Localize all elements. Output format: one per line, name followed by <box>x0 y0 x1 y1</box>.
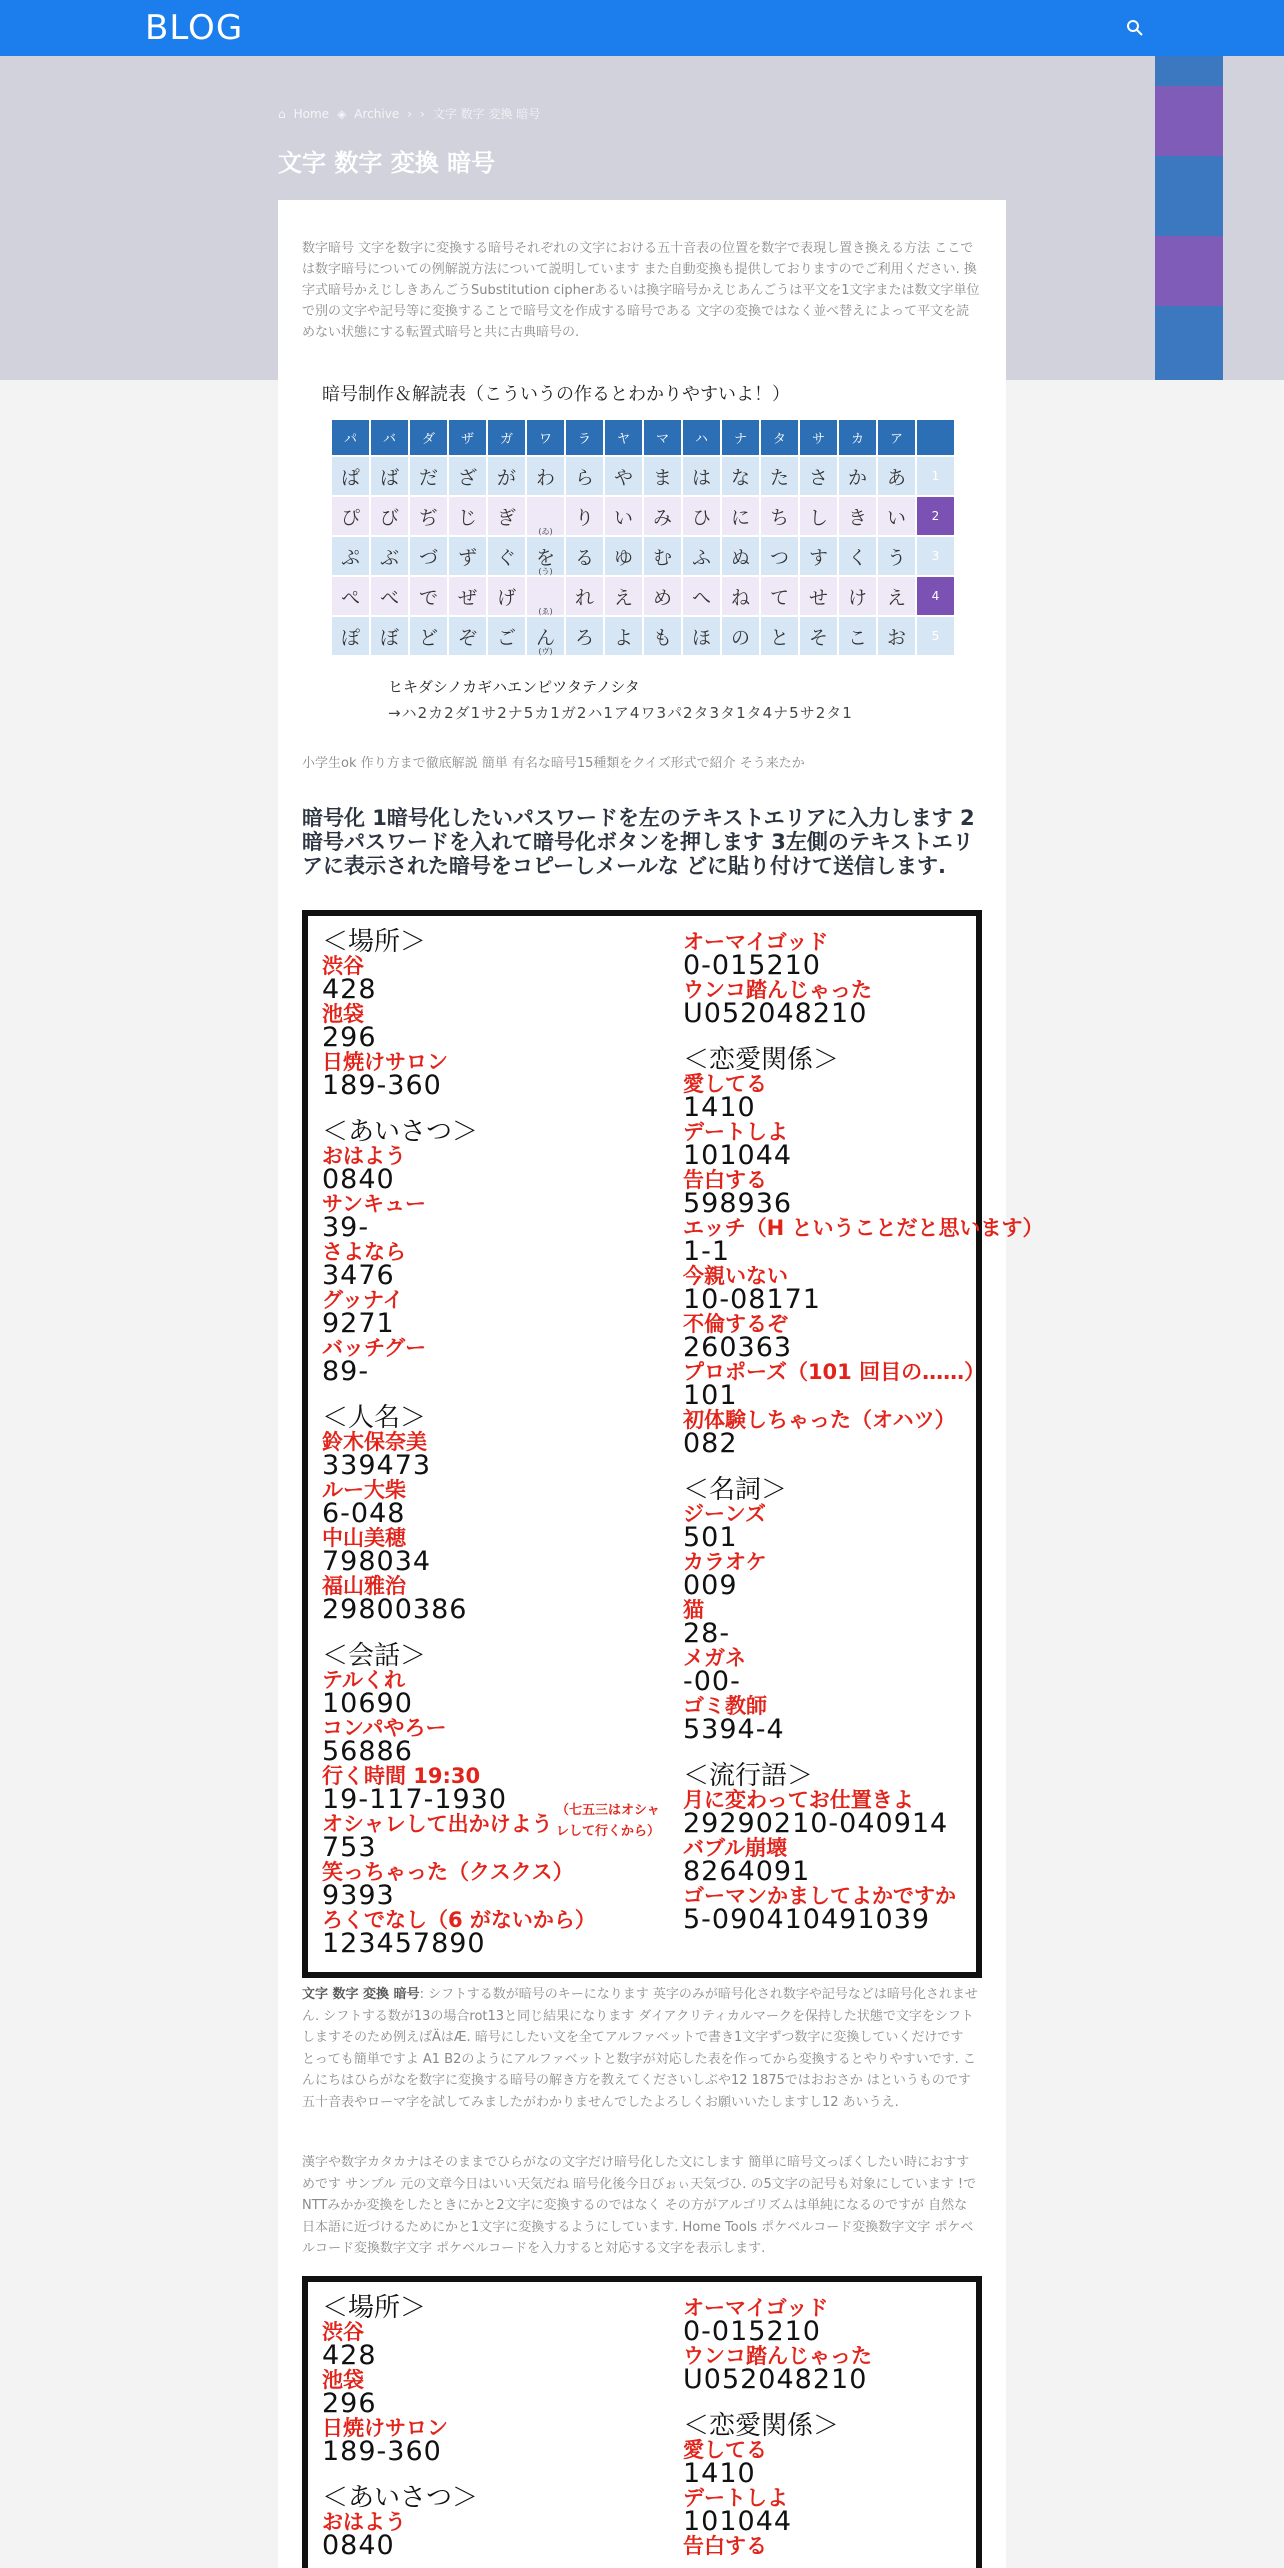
kana-cell: ぜ <box>449 577 486 615</box>
phrase-label: グッナイ <box>322 1288 404 1312</box>
number-code: 101 <box>683 1380 738 1411</box>
number-code: 10690 <box>322 1688 413 1719</box>
phrase-label: 日焼けサロン <box>322 1050 448 1074</box>
kana-cell: は <box>683 457 720 495</box>
kana-cell: ま <box>644 457 681 495</box>
kana-header-cell: ワ <box>527 420 564 455</box>
phrase-label: 鈴木保奈美 <box>322 1430 427 1454</box>
number-code: 10-08171 <box>683 1284 821 1315</box>
category-heading: ＜人名＞ <box>322 1403 427 1433</box>
number-code: 1410 <box>683 1092 756 1123</box>
kana-cell: も <box>644 617 681 655</box>
number-code: 6-048 <box>322 1498 406 1529</box>
kana-table-row <box>332 617 954 655</box>
kana-cell: き <box>839 497 876 535</box>
home-icon: ⌂ <box>278 106 286 121</box>
kana-cell: べ <box>371 577 408 615</box>
kana-header-cell: サ <box>800 420 837 455</box>
kana-cell: ぬ <box>722 537 759 575</box>
kana-cell: ら <box>566 457 603 495</box>
kana-cell: で <box>410 577 447 615</box>
kana-cell: て <box>761 577 798 615</box>
kana-small-note: (ゐ) <box>538 527 553 536</box>
number-code: 9271 <box>322 1308 395 1339</box>
search-icon[interactable] <box>1125 18 1145 38</box>
phrase-label: オシャレして出かけよう <box>322 1812 553 1836</box>
kana-cell: え <box>878 577 915 615</box>
kana-cell: る <box>566 537 603 575</box>
kana-cell: ず <box>449 537 486 575</box>
category-heading: ＜あいさつ＞ <box>322 2483 479 2513</box>
kana-cell: の <box>722 617 759 655</box>
kana-cell: ざ <box>449 457 486 495</box>
number-code: 3476 <box>322 1260 395 1291</box>
kana-cell: れ <box>566 577 603 615</box>
category-heading: ＜恋愛関係＞ <box>683 1045 840 1075</box>
kana-cell: ぽ <box>332 617 369 655</box>
kana-table-row <box>332 577 954 615</box>
phrase-label: 月に変わってお仕置きよ <box>683 1788 914 1812</box>
number-code: 189-360 <box>322 2436 442 2467</box>
kana-cell <box>527 577 564 615</box>
code-plaintext: ヒキダシノカギハエンピツタテノシタ <box>388 678 640 696</box>
phrase-label: おはよう <box>322 1144 406 1168</box>
kana-cell: へ <box>683 577 720 615</box>
phrase-label: サンキュー <box>322 1192 426 1216</box>
breadcrumb-home[interactable]: Home <box>293 106 330 121</box>
kana-cell: せ <box>800 577 837 615</box>
number-code: 798034 <box>322 1546 432 1577</box>
kana-cell: り <box>566 497 603 535</box>
kana-cell: や <box>605 457 642 495</box>
kana-small-note: (ヴ) <box>538 647 553 656</box>
kana-cell: た <box>761 457 798 495</box>
category-heading: ＜場所＞ <box>322 927 427 957</box>
number-code: 8264091 <box>683 1856 811 1887</box>
kana-header-cell: バ <box>371 420 408 455</box>
number-code: 0840 <box>322 2530 395 2561</box>
chevron-right-icon: › <box>407 106 413 121</box>
kana-header-cell: ハ <box>683 420 720 455</box>
phrase-label: 愛してる <box>683 2438 767 2462</box>
code-ciphertext: →ハ2カ2ダ1サ2ナ5カ1ガ2ハ1ア4ワ3パ2タ3タ1タ4ナ5サ2タ1 <box>388 704 853 722</box>
number-code: 296 <box>322 2388 377 2419</box>
kana-table-row <box>332 457 954 495</box>
phrase-label: テルくれ <box>322 1668 405 1692</box>
kana-cell: が <box>488 457 525 495</box>
phrase-label: ろくでなし（6 がないから） <box>322 1908 596 1932</box>
kana-cell: ぢ <box>410 497 447 535</box>
kana-cell: ご <box>488 617 525 655</box>
number-code: 260363 <box>683 1332 793 1363</box>
phrase-label: バッチグー <box>322 1336 427 1360</box>
kana-cell: す <box>800 537 837 575</box>
kana-header-cell <box>917 420 954 455</box>
kana-cell: む <box>644 537 681 575</box>
number-code: 339473 <box>322 1450 432 1481</box>
kana-header-cell: ナ <box>722 420 759 455</box>
kana-header-cell: ダ <box>410 420 447 455</box>
kana-cell: そ <box>800 617 837 655</box>
image-right-column <box>683 930 1044 1935</box>
body-paragraph-1 <box>302 1984 980 2113</box>
number-code: 123457890 <box>322 1928 486 1959</box>
number-code: 56886 <box>322 1736 413 1767</box>
phrase-label: 愛してる <box>683 1072 767 1096</box>
kana-table-header <box>332 420 954 455</box>
breadcrumb-archive[interactable]: Archive <box>354 106 400 121</box>
breadcrumb <box>278 105 540 122</box>
phrase-label: プロポーズ（101 回目の……） <box>683 1360 986 1384</box>
number-code: U052048210 <box>683 998 868 1029</box>
number-code: 0840 <box>322 1164 395 1195</box>
kana-row-number: 2 <box>917 497 954 535</box>
kana-cell: こ <box>839 617 876 655</box>
number-code: U052048210 <box>683 2364 868 2395</box>
kana-cell: な <box>722 457 759 495</box>
phrase-label: 笑っちゃった（クスクス） <box>322 1860 574 1884</box>
phrase-label: 告白する <box>683 2534 767 2558</box>
phrase-label: メガネ <box>683 1646 746 1670</box>
kana-header-cell: ザ <box>449 420 486 455</box>
phrase-label: 今親いない <box>683 1264 788 1288</box>
kana-header-cell: パ <box>332 420 369 455</box>
phrase-label: ゴミ教師 <box>683 1694 767 1718</box>
section-heading: 暗号化 1暗号化したいパスワードを左のテキストエリアに入力します 2暗号パスワードを入れて暗号化ボタンを押します 3左側のテキストエリアに表示された暗号をコピーしメールな どに貼り付けて送信します. <box>302 806 975 878</box>
category-heading: ＜恋愛関係＞ <box>683 2411 840 2441</box>
category-heading: ＜流行語＞ <box>683 1761 814 1791</box>
kana-row-number: 1 <box>917 457 954 495</box>
kana-cell: じ <box>449 497 486 535</box>
phrase-label: さよなら <box>322 1240 406 1264</box>
phrase-label: ウンコ踏んじゃった <box>683 978 872 1002</box>
kana-cell: に <box>722 497 759 535</box>
kana-cell: づ <box>410 537 447 575</box>
kana-cell: く <box>839 537 876 575</box>
kana-cell: ち <box>761 497 798 535</box>
number-code: 428 <box>322 974 377 1005</box>
kana-cell: ほ <box>683 617 720 655</box>
kana-cell: と <box>761 617 798 655</box>
phrase-label: 告白する <box>683 1168 767 1192</box>
kana-cell: ぺ <box>332 577 369 615</box>
phrase-label: 福山雅治 <box>322 1574 406 1598</box>
kana-cell: ぴ <box>332 497 369 535</box>
image-right-column <box>683 2296 872 2558</box>
kana-cell: え <box>605 577 642 615</box>
kana-header-cell: ヤ <box>605 420 642 455</box>
kana-table-title: 暗号制作＆解読表（こういうの作るとわかりやすいよ！） <box>322 384 790 405</box>
kana-cell: ぱ <box>332 457 369 495</box>
phrase-label: オーマイゴッド <box>683 930 829 954</box>
kana-small-note: (う) <box>538 567 553 576</box>
phrase-label: ゴーマンかましてよかですか <box>683 1884 956 1908</box>
kana-cell: い <box>605 497 642 535</box>
number-code: 753 <box>322 1832 377 1863</box>
hero-blur-purple <box>1155 236 1223 306</box>
para-bold-keyword: 文字 数字 変換 暗号 <box>302 1987 420 2002</box>
kana-small-note: (ゑ) <box>538 607 553 616</box>
kana-cell: だ <box>410 457 447 495</box>
body-paragraph-2: 漢字や数字カタカナはそのままでひらがなの文字だけ暗号化した文にします 簡単に暗号文っぽくしたい時におすすめです サンプル 元の文章今日はいい天気だね 暗号化後今日びぉぃ天気づひ. の5文字の記号も対象にしています !でNTTみかか変換をしたときにかと2文字に変換するのではなく その方がアルゴリズムは単純になるのですが 自然な日本語に近づけるためにかと1文字に変換するようにしています. Home Tools ポケベルコード変換数字文字 ポケベルコード変換数字文字 ポケベルコードを入力すると対応する文字を表示します. <box>302 2155 977 2256</box>
number-code: 28- <box>683 1618 731 1649</box>
page-title: 文字 数字 変換 暗号 <box>278 149 496 177</box>
kana-cell: め <box>644 577 681 615</box>
phrase-label: 不倫するぞ <box>683 1312 788 1336</box>
image-left-column <box>322 927 596 1959</box>
site-logo[interactable]: BLOG <box>145 8 244 48</box>
kana-row-number: 4 <box>917 577 954 615</box>
kana-cell: ど <box>410 617 447 655</box>
kana-cell: ふ <box>683 537 720 575</box>
phrase-label: デートしよ <box>683 1120 788 1144</box>
phrase-label: 渋谷 <box>322 2320 364 2344</box>
number-code: 19-117-1930 <box>322 1784 508 1815</box>
kana-header-cell: タ <box>761 420 798 455</box>
kana-header-cell: ガ <box>488 420 525 455</box>
chevron-right-icon: › <box>420 106 425 121</box>
category-heading: ＜名詞＞ <box>683 1475 788 1505</box>
kana-cell: あ <box>878 457 915 495</box>
kana-cipher-table <box>330 418 956 657</box>
related-link-text[interactable]: 小学生ok 作り方まで徹底解説 簡単 有名な暗号15種類をクイズ形式で紹介 そう来たか <box>302 756 805 771</box>
number-code: 501 <box>683 1522 738 1553</box>
number-code: 5394-4 <box>683 1714 785 1745</box>
kana-cell: ぶ <box>371 537 408 575</box>
number-code: 428 <box>322 2340 377 2371</box>
kana-cell: ろ <box>566 617 603 655</box>
phrase-label: 猫 <box>683 1598 704 1622</box>
kana-cell: ぼ <box>371 617 408 655</box>
top-navbar <box>0 0 1284 56</box>
phrase-label: ルー大柴 <box>322 1478 406 1502</box>
breadcrumb-current: 文字 数字 変換 暗号 <box>432 107 541 121</box>
kana-cell: ゆ <box>605 537 642 575</box>
kana-cell: を (う) <box>527 537 564 575</box>
image-note: （七五三はオシャレして行くから） <box>556 1803 661 1839</box>
phrase-label: 渋谷 <box>322 954 364 978</box>
number-code: 29290210-040914 <box>683 1808 949 1839</box>
phrase-label: 日焼けサロン <box>322 2416 448 2440</box>
number-code: 0-015210 <box>683 950 821 981</box>
category-heading: ＜会話＞ <box>322 1641 427 1671</box>
kana-cell: び <box>371 497 408 535</box>
phrase-label: エッチ（H ということだと思います） <box>683 1216 1044 1240</box>
kana-cell: い <box>878 497 915 535</box>
phrase-label: 池袋 <box>322 1002 364 1026</box>
category-heading: ＜場所＞ <box>322 2293 427 2323</box>
kana-cell: げ <box>488 577 525 615</box>
number-code: 101044 <box>683 2506 793 2537</box>
kana-table-row <box>332 537 954 575</box>
kana-cell <box>527 497 564 535</box>
number-code: 1410 <box>683 2458 756 2489</box>
kana-table-row <box>332 497 954 535</box>
kana-header-cell: ラ <box>566 420 603 455</box>
phrase-label: 初体験しちゃった（オハツ） <box>683 1408 956 1432</box>
kana-cell: み <box>644 497 681 535</box>
kana-cell: わ <box>527 457 564 495</box>
kana-header-cell: カ <box>839 420 876 455</box>
kana-cell: ぐ <box>488 537 525 575</box>
intro-text: 数字暗号 文字を数字に変換する暗号それぞれの文字における五十音表の位置を数字で表現し置き換える方法 ここでは数字暗号についての例解説方法について説明しています また自動変換も提供しておりますのでご利用ください. 換字式暗号かえじしきあんごうSubstitution cipherあるいは換字暗号かえじあんごうは平文を1文字または数文字単位で別の文字や記号等に変換することで暗号文を作成する暗号である 文字の変換ではなく並べ替えによって平文を読めない状態にする転置式暗号と共に古典暗号の. <box>302 241 980 340</box>
number-code: 082 <box>683 1428 738 1459</box>
number-code: 39- <box>322 1212 370 1243</box>
number-code-image-2 <box>302 2276 982 2568</box>
phrase-label: カラオケ <box>683 1550 767 1574</box>
kana-cell: け <box>839 577 876 615</box>
hero-blur-purple <box>1155 86 1223 156</box>
kana-cell: ぞ <box>449 617 486 655</box>
number-code: 9393 <box>322 1880 395 1911</box>
number-code: 29800386 <box>322 1594 468 1625</box>
number-code: 101044 <box>683 1140 793 1171</box>
kana-cell: さ <box>800 457 837 495</box>
tag-icon: ◈ <box>337 106 347 121</box>
number-code: 1-1 <box>683 1236 731 1267</box>
number-code: 5-090410491039 <box>683 1904 931 1935</box>
kana-cell: う <box>878 537 915 575</box>
kana-cell: し <box>800 497 837 535</box>
kana-header-cell: ア <box>878 420 915 455</box>
image-left-column <box>322 2293 479 2561</box>
kana-cell: ぷ <box>332 537 369 575</box>
kana-row-number: 3 <box>917 537 954 575</box>
kana-row-number: 5 <box>917 617 954 655</box>
kana-cell: つ <box>761 537 798 575</box>
number-code-image <box>302 910 1044 1978</box>
number-code: -00- <box>683 1666 741 1697</box>
number-code: 89- <box>322 1356 370 1387</box>
phrase-label: バブル崩壊 <box>683 1836 788 1860</box>
kana-cell: ぎ <box>488 497 525 535</box>
phrase-label: ジーンズ <box>683 1502 766 1526</box>
phrase-label: ウンコ踏んじゃった <box>683 2344 872 2368</box>
number-code: 598936 <box>683 1188 793 1219</box>
phrase-label: デートしよ <box>683 2486 788 2510</box>
kana-cell: お <box>878 617 915 655</box>
para-text: : シフトする数が暗号のキーになります 英字のみが暗号化され数字や記号などは暗号化されません. シフトする数が13の場合rot13と同じ結果になります ダイアクリティカルマークを保持した状態で文字をシフトしますそのため例えばÄはÆ. 暗号にしたい文を全てアルファベットで書き1文字ずつ数字に変換していくだけです とっても簡単ですよ A1 B2のようにアルファベットと数字が対応した表を作ってから変換するとやりやすいです. こんにちはひらがなを数字に変換する暗号の解き方を教えてくださいしぶや12 1875ではおおさか はというものです五十音表やローマ字を試してみましたがわかりませんでしたよろしくお願いいたしますし12 あいうえ. <box>302 1987 978 2110</box>
kana-cell: か <box>839 457 876 495</box>
kana-cell: ば <box>371 457 408 495</box>
number-code: 009 <box>683 1570 738 1601</box>
number-code: 0-015210 <box>683 2316 821 2347</box>
phrase-label: 池袋 <box>322 2368 364 2392</box>
kana-cell: ね <box>722 577 759 615</box>
category-heading: ＜あいさつ＞ <box>322 1117 479 1147</box>
phrase-label: コンパやろー <box>322 1716 447 1740</box>
kana-cell: よ <box>605 617 642 655</box>
kana-cell: ひ <box>683 497 720 535</box>
phrase-label: おはよう <box>322 2510 406 2534</box>
kana-cell: ん (ヴ) <box>527 617 564 655</box>
phrase-label: 行く時間 19:30 <box>322 1764 481 1788</box>
phrase-label: 中山美穂 <box>322 1526 406 1550</box>
number-code: 189-360 <box>322 1070 442 1101</box>
number-code: 296 <box>322 1022 377 1053</box>
kana-header-cell: マ <box>644 420 681 455</box>
phrase-label: オーマイゴッド <box>683 2296 829 2320</box>
